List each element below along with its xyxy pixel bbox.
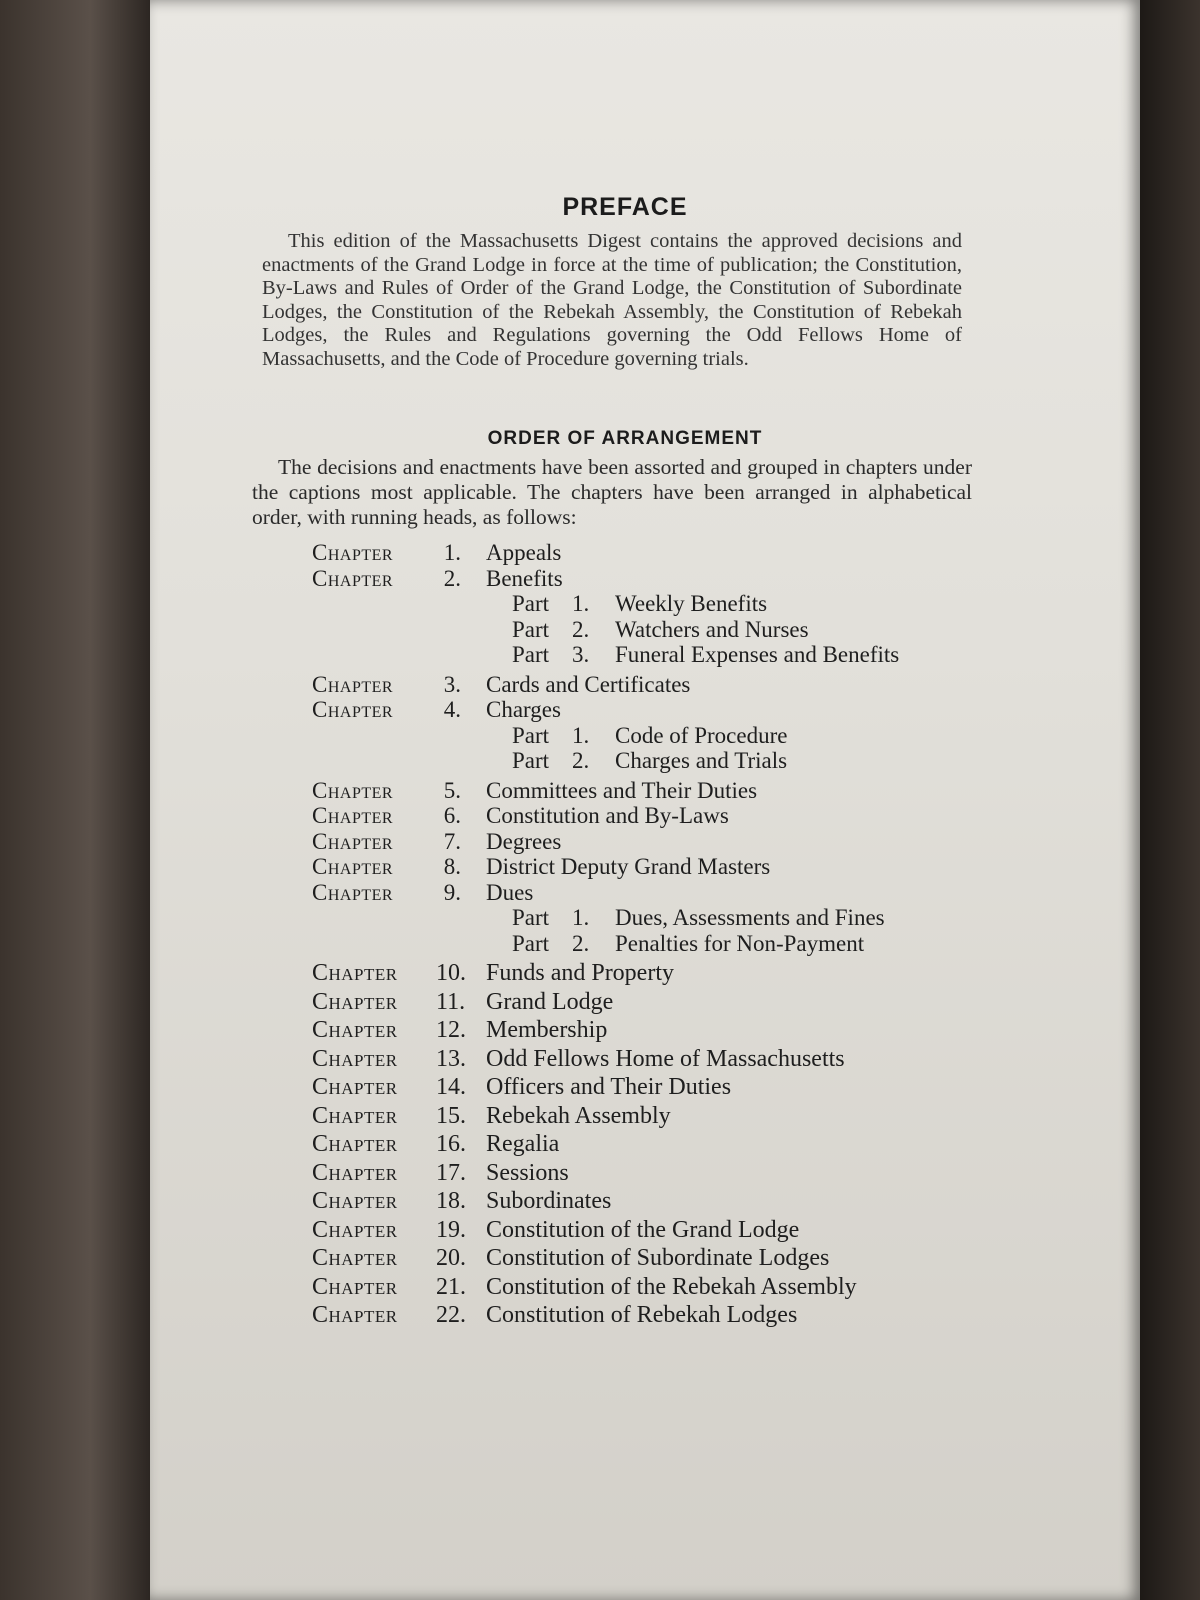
- chapter-row: [290, 1074, 990, 1103]
- chapter-title: Odd Fellows Home of Massachusetts: [486, 1045, 845, 1072]
- chapter-title: Regalia: [486, 1131, 560, 1157]
- chapter-label: Chapter: [312, 1045, 398, 1072]
- chapter-label: Chapter: [312, 697, 394, 722]
- chapter-title: Dues: [486, 879, 534, 905]
- part-title: Watchers and Nurses: [615, 616, 809, 642]
- part-row: [290, 617, 990, 643]
- chapter-label: Chapter: [312, 803, 394, 828]
- chapter-label: Chapter: [312, 1159, 398, 1186]
- part-label: Part: [512, 616, 550, 642]
- preface-paragraph: [262, 230, 962, 371]
- chapter-row: [290, 989, 990, 1018]
- chapter-title: Committees and Their Duties: [486, 777, 758, 803]
- chapter-title: Grand Lodge: [486, 988, 614, 1015]
- part-title: Penalties for Non-Payment: [615, 930, 865, 956]
- chapter-number: 20.: [436, 1245, 466, 1271]
- part-title: Code of Procedure: [615, 722, 788, 748]
- part-title: Weekly Benefits: [615, 591, 768, 616]
- chapter-title: District Deputy Grand Masters: [486, 854, 771, 879]
- chapter-row: [290, 880, 990, 906]
- chapter-row: [290, 1188, 990, 1217]
- chapter-number: 12.: [436, 1017, 466, 1043]
- part-number: 1.: [572, 722, 590, 748]
- part-label: Part: [512, 642, 550, 667]
- chapter-row: [290, 960, 990, 989]
- chapter-label: Chapter: [312, 960, 398, 986]
- chapter-number: 11.: [436, 988, 466, 1015]
- preface-text: This edition of the Massachusetts Digest contains the approved decisions and enactments of the Grand Lodge in force at the time of publication; the Constitution, By-Laws and Rules of Order of the Grand Lodge, the Constitution of Subordinate Lodges, the Constitution of the Rebekah Assembly, the Constitution of Rebekah Lodges, the Rules and Regulations governing the Odd Fellows Home of Massachusetts, and the Code of Procedure governing trials.: [262, 230, 962, 370]
- chapter-title: Rebekah Assembly: [486, 1102, 671, 1129]
- chapter-label: Chapter: [312, 1245, 398, 1271]
- chapter-label: Chapter: [312, 1188, 398, 1214]
- part-title: Charges and Trials: [615, 748, 788, 773]
- chapter-list: [290, 540, 990, 1331]
- chapter-title: Sessions: [486, 1159, 569, 1186]
- chapter-row: [290, 1160, 990, 1189]
- chapter-row: [290, 1131, 990, 1160]
- chapter-number: 15.: [436, 1102, 466, 1129]
- chapter-label: Chapter: [312, 828, 394, 854]
- part-number: 2.: [572, 748, 590, 773]
- chapter-row: [290, 672, 990, 698]
- chapter-row: [290, 803, 990, 829]
- part-label: Part: [512, 905, 550, 930]
- chapter-title: Degrees: [486, 828, 562, 854]
- part-number: 1.: [572, 591, 590, 616]
- part-row: [290, 642, 990, 668]
- chapter-row: [290, 778, 990, 804]
- chapter-label: Chapter: [312, 540, 394, 565]
- part-label: Part: [512, 748, 550, 773]
- chapter-number: 1.: [443, 540, 461, 565]
- chapter-label: Chapter: [312, 1102, 398, 1129]
- chapter-number: 8.: [443, 854, 461, 879]
- part-number: 2.: [572, 930, 590, 956]
- chapter-title: Charges: [486, 697, 561, 722]
- background-edge: [1140, 0, 1200, 1600]
- chapter-title: Membership: [486, 1017, 608, 1043]
- part-label: Part: [512, 722, 550, 748]
- chapter-label: Chapter: [312, 565, 394, 591]
- part-row: [290, 905, 990, 931]
- chapter-title: Appeals: [486, 540, 562, 565]
- chapter-row: [290, 566, 990, 592]
- chapter-title: Subordinates: [486, 1188, 612, 1214]
- chapter-row: [290, 1217, 990, 1246]
- chapter-label: Chapter: [312, 1302, 398, 1328]
- part-row: [290, 723, 990, 749]
- chapter-label: Chapter: [312, 1074, 398, 1100]
- chapter-number: 5.: [443, 777, 461, 803]
- chapter-title: Cards and Certificates: [486, 671, 691, 697]
- chapter-row: [290, 854, 990, 880]
- part-title: Funeral Expenses and Benefits: [615, 642, 900, 667]
- chapter-title: Benefits: [486, 565, 563, 591]
- chapter-number: 17.: [436, 1159, 466, 1186]
- preface-heading: PREFACE: [562, 193, 688, 221]
- chapter-number: 6.: [443, 803, 461, 828]
- arrangement-paragraph: [252, 455, 972, 530]
- chapter-title: Constitution and By-Laws: [486, 803, 729, 828]
- chapter-number: 22.: [436, 1302, 466, 1328]
- part-row: [290, 748, 990, 774]
- part-label: Part: [512, 930, 550, 956]
- chapter-number: 4.: [443, 697, 461, 722]
- chapter-label: Chapter: [312, 854, 394, 879]
- chapter-label: Chapter: [312, 671, 394, 697]
- chapter-number: 7.: [443, 828, 461, 854]
- chapter-label: Chapter: [312, 1131, 398, 1157]
- chapter-label: Chapter: [312, 988, 398, 1015]
- chapter-row: [290, 829, 990, 855]
- chapter-number: 9.: [443, 879, 461, 905]
- chapter-number: 13.: [436, 1045, 466, 1072]
- part-number: 3.: [572, 642, 590, 667]
- chapter-title: Funds and Property: [486, 960, 674, 986]
- chapter-row: [290, 1245, 990, 1274]
- chapter-row: [290, 1274, 990, 1303]
- chapter-title: Constitution of Rebekah Lodges: [486, 1302, 798, 1328]
- arrangement-heading: ORDER OF ARRANGEMENT: [487, 428, 763, 449]
- chapter-number: 3.: [443, 671, 461, 697]
- chapter-label: Chapter: [312, 1273, 398, 1300]
- chapter-label: Chapter: [312, 1216, 398, 1243]
- facing-page-edge: [0, 0, 150, 1600]
- chapter-title: Officers and Their Duties: [486, 1074, 732, 1100]
- chapter-label: Chapter: [312, 879, 394, 905]
- chapter-title: Constitution of the Rebekah Assembly: [486, 1273, 857, 1300]
- part-number: 1.: [572, 905, 590, 930]
- part-label: Part: [512, 591, 550, 616]
- chapter-title: Constitution of Subordinate Lodges: [486, 1245, 830, 1271]
- chapter-row: [290, 1103, 990, 1132]
- part-title: Dues, Assessments and Fines: [615, 905, 885, 930]
- chapter-number: 2.: [443, 565, 461, 591]
- part-row: [290, 931, 990, 957]
- part-row: [290, 591, 990, 617]
- chapter-row: [290, 1017, 990, 1046]
- chapter-row: [290, 697, 990, 723]
- chapter-number: 18.: [436, 1188, 466, 1214]
- chapter-title: Constitution of the Grand Lodge: [486, 1216, 800, 1243]
- chapter-number: 21.: [436, 1273, 466, 1300]
- chapter-number: 19.: [436, 1216, 466, 1243]
- chapter-row: [290, 540, 990, 566]
- chapter-row: [290, 1046, 990, 1075]
- chapter-number: 16.: [436, 1131, 466, 1157]
- chapter-number: 10.: [436, 960, 466, 986]
- chapter-row: [290, 1302, 990, 1331]
- chapter-label: Chapter: [312, 777, 394, 803]
- part-number: 2.: [572, 616, 590, 642]
- chapter-number: 14.: [436, 1074, 466, 1100]
- chapter-label: Chapter: [312, 1017, 398, 1043]
- arrangement-text: The decisions and enactments have been assorted and grouped in chapters under the captions most applicable. The chapters have been arranged in alphabetical order, with running heads, as follows:: [252, 455, 972, 529]
